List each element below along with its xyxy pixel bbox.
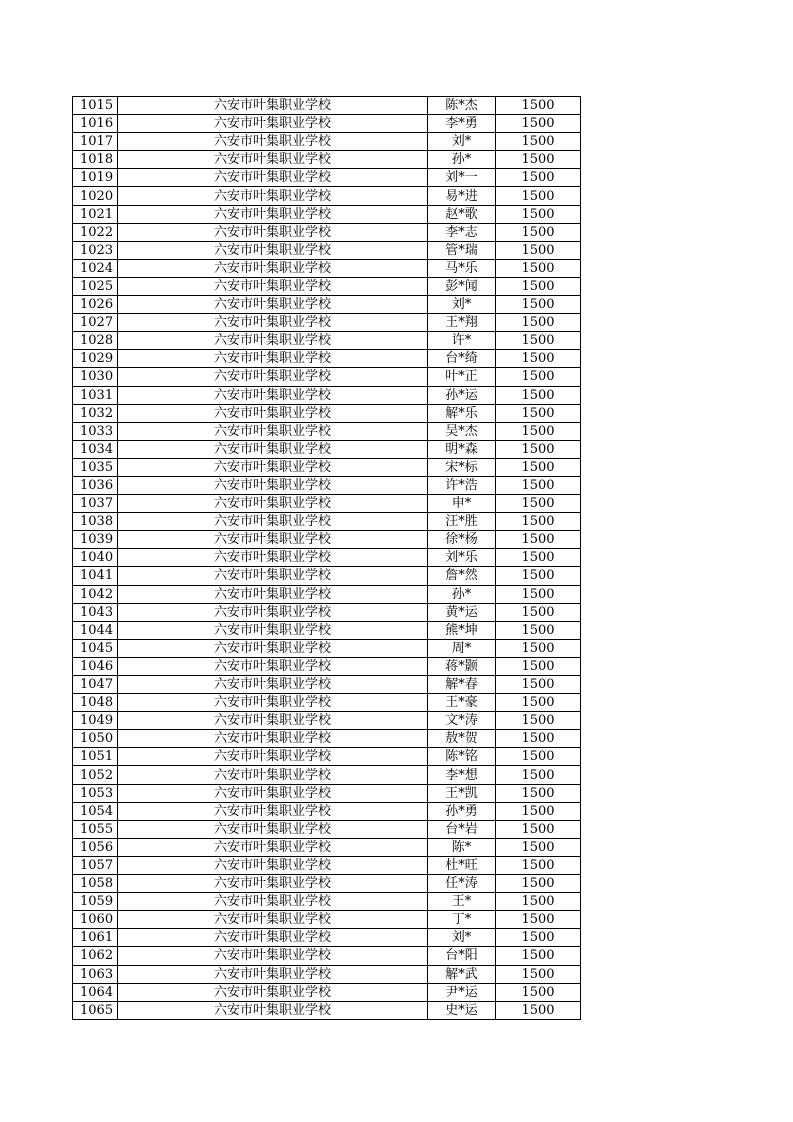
amount-cell: 1500: [496, 386, 581, 404]
school-name-cell: 六安市叶集职业学校: [118, 838, 428, 856]
table-row: [73, 567, 581, 585]
table-row: [73, 296, 581, 314]
student-name-cell: 台*绮: [428, 350, 496, 368]
school-name-cell: 六安市叶集职业学校: [118, 1001, 428, 1019]
table-row: [73, 368, 581, 386]
table-row: [73, 241, 581, 259]
school-name-cell: 六安市叶集职业学校: [118, 585, 428, 603]
table-row: [73, 856, 581, 874]
amount-cell: 1500: [496, 314, 581, 332]
student-name-cell: 解*春: [428, 676, 496, 694]
amount-cell: 1500: [496, 603, 581, 621]
amount-cell: 1500: [496, 531, 581, 549]
student-name-cell: 杜*旺: [428, 856, 496, 874]
amount-cell: 1500: [496, 223, 581, 241]
row-number-cell: 1018: [73, 151, 118, 169]
amount-cell: 1500: [496, 694, 581, 712]
school-name-cell: 六安市叶集职业学校: [118, 712, 428, 730]
school-name-cell: 六安市叶集职业学校: [118, 277, 428, 295]
amount-cell: 1500: [496, 784, 581, 802]
amount-cell: 1500: [496, 1001, 581, 1019]
table-row: [73, 422, 581, 440]
student-name-cell: 许*浩: [428, 476, 496, 494]
amount-cell: 1500: [496, 350, 581, 368]
school-name-cell: 六安市叶集职业学校: [118, 495, 428, 513]
school-name-cell: 六安市叶集职业学校: [118, 603, 428, 621]
table-row: [73, 585, 581, 603]
school-name-cell: 六安市叶集职业学校: [118, 639, 428, 657]
data-table: [72, 96, 581, 1020]
amount-cell: 1500: [496, 205, 581, 223]
table-row: [73, 802, 581, 820]
amount-cell: 1500: [496, 404, 581, 422]
school-name-cell: 六安市叶集职业学校: [118, 766, 428, 784]
amount-cell: 1500: [496, 639, 581, 657]
table-row: [73, 639, 581, 657]
student-name-cell: 刘*: [428, 133, 496, 151]
table-row: [73, 332, 581, 350]
row-number-cell: 1044: [73, 621, 118, 639]
row-number-cell: 1049: [73, 712, 118, 730]
row-number-cell: 1054: [73, 802, 118, 820]
row-number-cell: 1063: [73, 965, 118, 983]
amount-cell: 1500: [496, 712, 581, 730]
school-name-cell: 六安市叶集职业学校: [118, 133, 428, 151]
amount-cell: 1500: [496, 893, 581, 911]
school-name-cell: 六安市叶集职业学校: [118, 205, 428, 223]
student-name-cell: 许*: [428, 332, 496, 350]
table-row: [73, 838, 581, 856]
school-name-cell: 六安市叶集职业学校: [118, 259, 428, 277]
school-name-cell: 六安市叶集职业学校: [118, 983, 428, 1001]
table-row: [73, 350, 581, 368]
student-name-cell: 尹*运: [428, 983, 496, 1001]
student-name-cell: 詹*然: [428, 567, 496, 585]
school-name-cell: 六安市叶集职业学校: [118, 657, 428, 675]
school-name-cell: 六安市叶集职业学校: [118, 929, 428, 947]
student-name-cell: 彭*闻: [428, 277, 496, 295]
row-number-cell: 1025: [73, 277, 118, 295]
student-name-cell: 孙*: [428, 585, 496, 603]
student-name-cell: 解*武: [428, 965, 496, 983]
table-row: [73, 259, 581, 277]
row-number-cell: 1047: [73, 676, 118, 694]
amount-cell: 1500: [496, 766, 581, 784]
student-name-cell: 赵*歌: [428, 205, 496, 223]
school-name-cell: 六安市叶集职业学校: [118, 694, 428, 712]
amount-cell: 1500: [496, 133, 581, 151]
school-name-cell: 六安市叶集职业学校: [118, 314, 428, 332]
table-row: [73, 440, 581, 458]
table-row: [73, 748, 581, 766]
student-name-cell: 台*阳: [428, 947, 496, 965]
table-row: [73, 730, 581, 748]
student-name-cell: 李*想: [428, 766, 496, 784]
table-row: [73, 151, 581, 169]
table-row: [73, 205, 581, 223]
school-name-cell: 六安市叶集职业学校: [118, 748, 428, 766]
amount-cell: 1500: [496, 549, 581, 567]
amount-cell: 1500: [496, 820, 581, 838]
table-row: [73, 1001, 581, 1019]
amount-cell: 1500: [496, 567, 581, 585]
row-number-cell: 1031: [73, 386, 118, 404]
table-row: [73, 223, 581, 241]
student-name-cell: 黄*运: [428, 603, 496, 621]
school-name-cell: 六安市叶集职业学校: [118, 621, 428, 639]
student-name-cell: 管*瑞: [428, 241, 496, 259]
school-name-cell: 六安市叶集职业学校: [118, 332, 428, 350]
school-name-cell: 六安市叶集职业学校: [118, 965, 428, 983]
table-row: [73, 187, 581, 205]
table-row: [73, 513, 581, 531]
row-number-cell: 1050: [73, 730, 118, 748]
table-row: [73, 386, 581, 404]
student-name-cell: 马*乐: [428, 259, 496, 277]
student-name-cell: 解*乐: [428, 404, 496, 422]
row-number-cell: 1032: [73, 404, 118, 422]
amount-cell: 1500: [496, 965, 581, 983]
school-name-cell: 六安市叶集职业学校: [118, 911, 428, 929]
student-name-cell: 刘*乐: [428, 549, 496, 567]
school-name-cell: 六安市叶集职业学校: [118, 875, 428, 893]
amount-cell: 1500: [496, 657, 581, 675]
row-number-cell: 1052: [73, 766, 118, 784]
amount-cell: 1500: [496, 911, 581, 929]
amount-cell: 1500: [496, 748, 581, 766]
row-number-cell: 1038: [73, 513, 118, 531]
amount-cell: 1500: [496, 476, 581, 494]
student-name-cell: 李*志: [428, 223, 496, 241]
school-name-cell: 六安市叶集职业学校: [118, 458, 428, 476]
row-number-cell: 1026: [73, 296, 118, 314]
row-number-cell: 1060: [73, 911, 118, 929]
student-name-cell: 吴*杰: [428, 422, 496, 440]
student-name-cell: 陈*铭: [428, 748, 496, 766]
row-number-cell: 1062: [73, 947, 118, 965]
school-name-cell: 六安市叶集职业学校: [118, 350, 428, 368]
row-number-cell: 1029: [73, 350, 118, 368]
row-number-cell: 1056: [73, 838, 118, 856]
school-name-cell: 六安市叶集职业学校: [118, 893, 428, 911]
row-number-cell: 1034: [73, 440, 118, 458]
school-name-cell: 六安市叶集职业学校: [118, 169, 428, 187]
table-row: [73, 676, 581, 694]
student-name-cell: 申*: [428, 495, 496, 513]
amount-cell: 1500: [496, 929, 581, 947]
amount-cell: 1500: [496, 151, 581, 169]
table-row: [73, 875, 581, 893]
row-number-cell: 1024: [73, 259, 118, 277]
amount-cell: 1500: [496, 513, 581, 531]
school-name-cell: 六安市叶集职业学校: [118, 187, 428, 205]
school-name-cell: 六安市叶集职业学校: [118, 115, 428, 133]
table-row: [73, 476, 581, 494]
table-row: [73, 784, 581, 802]
table-row: [73, 603, 581, 621]
student-name-cell: 文*涛: [428, 712, 496, 730]
table-row: [73, 965, 581, 983]
table-row: [73, 133, 581, 151]
row-number-cell: 1017: [73, 133, 118, 151]
student-name-cell: 叶*正: [428, 368, 496, 386]
row-number-cell: 1036: [73, 476, 118, 494]
amount-cell: 1500: [496, 875, 581, 893]
school-name-cell: 六安市叶集职业学校: [118, 296, 428, 314]
row-number-cell: 1027: [73, 314, 118, 332]
school-name-cell: 六安市叶集职业学校: [118, 567, 428, 585]
school-name-cell: 六安市叶集职业学校: [118, 820, 428, 838]
table-row: [73, 115, 581, 133]
row-number-cell: 1015: [73, 97, 118, 115]
amount-cell: 1500: [496, 585, 581, 603]
row-number-cell: 1055: [73, 820, 118, 838]
table-row: [73, 169, 581, 187]
student-name-cell: 刘*: [428, 296, 496, 314]
row-number-cell: 1021: [73, 205, 118, 223]
amount-cell: 1500: [496, 856, 581, 874]
student-name-cell: 周*: [428, 639, 496, 657]
student-name-cell: 陈*杰: [428, 97, 496, 115]
school-name-cell: 六安市叶集职业学校: [118, 730, 428, 748]
amount-cell: 1500: [496, 495, 581, 513]
student-name-cell: 台*岩: [428, 820, 496, 838]
student-name-cell: 刘*一: [428, 169, 496, 187]
amount-cell: 1500: [496, 621, 581, 639]
student-name-cell: 王*凯: [428, 784, 496, 802]
amount-cell: 1500: [496, 368, 581, 386]
row-number-cell: 1033: [73, 422, 118, 440]
school-name-cell: 六安市叶集职业学校: [118, 440, 428, 458]
student-name-cell: 刘*: [428, 929, 496, 947]
student-name-cell: 王*: [428, 893, 496, 911]
student-name-cell: 王*豪: [428, 694, 496, 712]
amount-cell: 1500: [496, 187, 581, 205]
school-name-cell: 六安市叶集职业学校: [118, 223, 428, 241]
row-number-cell: 1048: [73, 694, 118, 712]
student-name-cell: 陈*: [428, 838, 496, 856]
student-name-cell: 丁*: [428, 911, 496, 929]
row-number-cell: 1030: [73, 368, 118, 386]
row-number-cell: 1061: [73, 929, 118, 947]
amount-cell: 1500: [496, 332, 581, 350]
student-name-cell: 宋*标: [428, 458, 496, 476]
table-row: [73, 820, 581, 838]
school-name-cell: 六安市叶集职业学校: [118, 422, 428, 440]
row-number-cell: 1019: [73, 169, 118, 187]
row-number-cell: 1042: [73, 585, 118, 603]
student-name-cell: 徐*杨: [428, 531, 496, 549]
table-row: [73, 549, 581, 567]
row-number-cell: 1051: [73, 748, 118, 766]
amount-cell: 1500: [496, 241, 581, 259]
row-number-cell: 1064: [73, 983, 118, 1001]
row-number-cell: 1065: [73, 1001, 118, 1019]
student-name-cell: 敖*贺: [428, 730, 496, 748]
student-name-cell: 任*涛: [428, 875, 496, 893]
student-name-cell: 孙*: [428, 151, 496, 169]
row-number-cell: 1028: [73, 332, 118, 350]
amount-cell: 1500: [496, 947, 581, 965]
student-name-cell: 孙*勇: [428, 802, 496, 820]
row-number-cell: 1023: [73, 241, 118, 259]
amount-cell: 1500: [496, 802, 581, 820]
table-row: [73, 621, 581, 639]
school-name-cell: 六安市叶集职业学校: [118, 784, 428, 802]
table-row: [73, 947, 581, 965]
table-row: [73, 712, 581, 730]
row-number-cell: 1020: [73, 187, 118, 205]
row-number-cell: 1058: [73, 875, 118, 893]
school-name-cell: 六安市叶集职业学校: [118, 947, 428, 965]
row-number-cell: 1046: [73, 657, 118, 675]
table-row: [73, 97, 581, 115]
amount-cell: 1500: [496, 422, 581, 440]
table-row: [73, 893, 581, 911]
row-number-cell: 1057: [73, 856, 118, 874]
amount-cell: 1500: [496, 277, 581, 295]
row-number-cell: 1022: [73, 223, 118, 241]
student-name-cell: 明*森: [428, 440, 496, 458]
row-number-cell: 1035: [73, 458, 118, 476]
school-name-cell: 六安市叶集职业学校: [118, 151, 428, 169]
school-name-cell: 六安市叶集职业学校: [118, 531, 428, 549]
school-name-cell: 六安市叶集职业学校: [118, 97, 428, 115]
row-number-cell: 1043: [73, 603, 118, 621]
row-number-cell: 1037: [73, 495, 118, 513]
amount-cell: 1500: [496, 838, 581, 856]
row-number-cell: 1016: [73, 115, 118, 133]
school-name-cell: 六安市叶集职业学校: [118, 802, 428, 820]
amount-cell: 1500: [496, 115, 581, 133]
table-row: [73, 694, 581, 712]
row-number-cell: 1059: [73, 893, 118, 911]
table-row: [73, 929, 581, 947]
school-name-cell: 六安市叶集职业学校: [118, 386, 428, 404]
school-name-cell: 六安市叶集职业学校: [118, 549, 428, 567]
table-row: [73, 766, 581, 784]
table-row: [73, 314, 581, 332]
amount-cell: 1500: [496, 730, 581, 748]
table-row: [73, 277, 581, 295]
row-number-cell: 1041: [73, 567, 118, 585]
student-name-cell: 熊*坤: [428, 621, 496, 639]
school-name-cell: 六安市叶集职业学校: [118, 404, 428, 422]
amount-cell: 1500: [496, 97, 581, 115]
amount-cell: 1500: [496, 169, 581, 187]
amount-cell: 1500: [496, 440, 581, 458]
row-number-cell: 1053: [73, 784, 118, 802]
amount-cell: 1500: [496, 259, 581, 277]
student-name-cell: 史*运: [428, 1001, 496, 1019]
student-name-cell: 蒋*颢: [428, 657, 496, 675]
row-number-cell: 1040: [73, 549, 118, 567]
student-name-cell: 汪*胜: [428, 513, 496, 531]
amount-cell: 1500: [496, 296, 581, 314]
table-row: [73, 458, 581, 476]
table-row: [73, 531, 581, 549]
school-name-cell: 六安市叶集职业学校: [118, 513, 428, 531]
table-row: [73, 404, 581, 422]
amount-cell: 1500: [496, 458, 581, 476]
school-name-cell: 六安市叶集职业学校: [118, 476, 428, 494]
table-row: [73, 983, 581, 1001]
table-row: [73, 495, 581, 513]
student-name-cell: 王*翔: [428, 314, 496, 332]
school-name-cell: 六安市叶集职业学校: [118, 368, 428, 386]
amount-cell: 1500: [496, 983, 581, 1001]
student-name-cell: 孙*运: [428, 386, 496, 404]
student-name-cell: 李*勇: [428, 115, 496, 133]
table-body: [73, 97, 581, 1020]
table-row: [73, 657, 581, 675]
amount-cell: 1500: [496, 676, 581, 694]
school-name-cell: 六安市叶集职业学校: [118, 856, 428, 874]
school-name-cell: 六安市叶集职业学校: [118, 676, 428, 694]
school-name-cell: 六安市叶集职业学校: [118, 241, 428, 259]
table-row: [73, 911, 581, 929]
row-number-cell: 1039: [73, 531, 118, 549]
row-number-cell: 1045: [73, 639, 118, 657]
student-name-cell: 易*进: [428, 187, 496, 205]
